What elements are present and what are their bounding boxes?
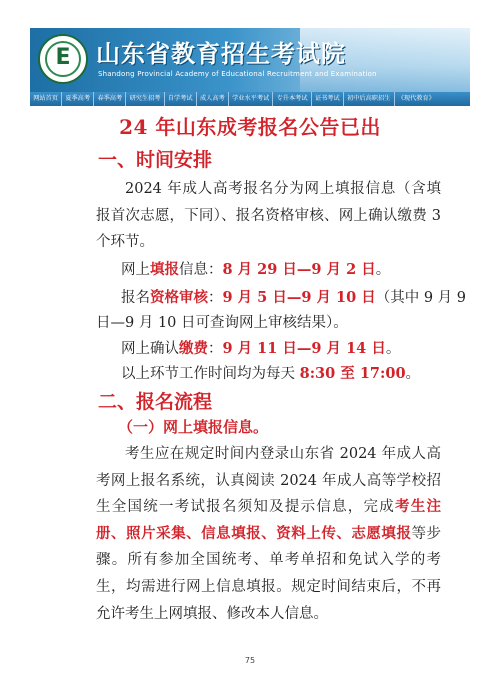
sub-heading-online-fill: （一）网上填报信息。 <box>118 418 269 436</box>
review-dates: 9 月 5 日—9 月 10 日 <box>222 289 376 306</box>
fill-info-line <box>121 258 390 279</box>
process-text-start: 考生应在规定时间内登录山东省 2024 年成人高考网上报名系统，认真阅读 2024 年成人高等学校招生全国统一考试报名须知及提示信息，完成 <box>96 446 441 516</box>
review-note-start: （其中 9 月 9 <box>375 290 467 306</box>
schedule-intro: 2024 年成人高考报名分为网上填报信息（含填报首次志愿，下同）、报名资格审核、网上确认缴费 3 个环节。 <box>96 181 441 251</box>
nav-item-upgrade-exam[interactable]: 专升本考试 <box>273 92 311 106</box>
logo-letter: E <box>55 45 71 70</box>
page-number: 75 <box>244 656 256 665</box>
academy-logo <box>38 34 88 84</box>
pay-dates: 9 月 11 日—9 月 14 日 <box>222 340 386 357</box>
pay-line <box>121 337 400 358</box>
pay-end: 。 <box>385 341 401 357</box>
nav-item-home[interactable]: 网站首页 <box>30 92 62 106</box>
review-label-em: 资格审核 <box>150 289 208 306</box>
process-steps: 考生注册、照片采集、信息填报、资料上传、志愿填报 <box>96 498 442 542</box>
hours-text: 以上环节工作时间均为每天 <box>121 366 300 382</box>
section-heading-schedule: 一、时间安排 <box>98 149 213 171</box>
fill-dates: 8 月 29 日—9 月 2 日 <box>222 261 376 278</box>
pay-label: 网上确认 <box>121 341 179 357</box>
nav-item-vocational[interactable]: 初中后高职招生 <box>344 92 395 106</box>
review-label-end: ： <box>208 290 223 306</box>
nav-item-certificate[interactable]: 证书考试 <box>312 92 344 106</box>
site-subtitle: Shandong Provincial Academy of Educational Recruitment and Examination <box>98 70 377 78</box>
fill-label-em: 填报 <box>150 261 179 278</box>
hours-line <box>121 362 420 383</box>
hours-value: 8:30 至 17:00 <box>299 365 406 382</box>
article-headline: 24 年山东成考报名公告已出 <box>119 115 381 139</box>
review-line <box>121 286 466 307</box>
fill-label-end: 信息： <box>179 262 223 278</box>
nav-item-adult-exam[interactable]: 成人高考 <box>197 92 229 106</box>
site-title: 山东省教育招生考试院 <box>96 40 346 68</box>
nav-item-academic-level[interactable]: 学业水平考试 <box>229 92 274 106</box>
fill-label: 网上 <box>121 262 150 278</box>
section-heading-process: 二、报名流程 <box>98 391 213 413</box>
review-note-continued: 日—9 月 10 日可查询网上审核结果）。 <box>96 315 348 331</box>
process-paragraph <box>96 441 441 627</box>
nav-item-modern-education[interactable]: 《现代教育》 <box>397 95 435 102</box>
site-banner <box>30 28 470 92</box>
review-label: 报名 <box>121 290 150 306</box>
nav-item-graduate-exam[interactable]: 研究生招考 <box>126 92 164 106</box>
nav-item-self-study[interactable]: 自学考试 <box>165 92 197 106</box>
fill-end: 。 <box>375 262 391 278</box>
pay-label-em: 缴费 <box>179 340 208 357</box>
hours-end: 。 <box>405 366 421 382</box>
process-text-end: 等步骤。所有参加全国统考、单考单招和免试入学的考生，均需进行网上信息填报。规定时间结束后，不再允许考生上网填报、修改本人信息。 <box>96 525 442 622</box>
pay-label-end: ： <box>208 341 223 357</box>
nav-item-summer-exam[interactable]: 夏季高考 <box>62 92 94 106</box>
nav-item-spring-exam[interactable]: 春季高考 <box>94 92 126 106</box>
site-nav-bar <box>30 92 470 106</box>
